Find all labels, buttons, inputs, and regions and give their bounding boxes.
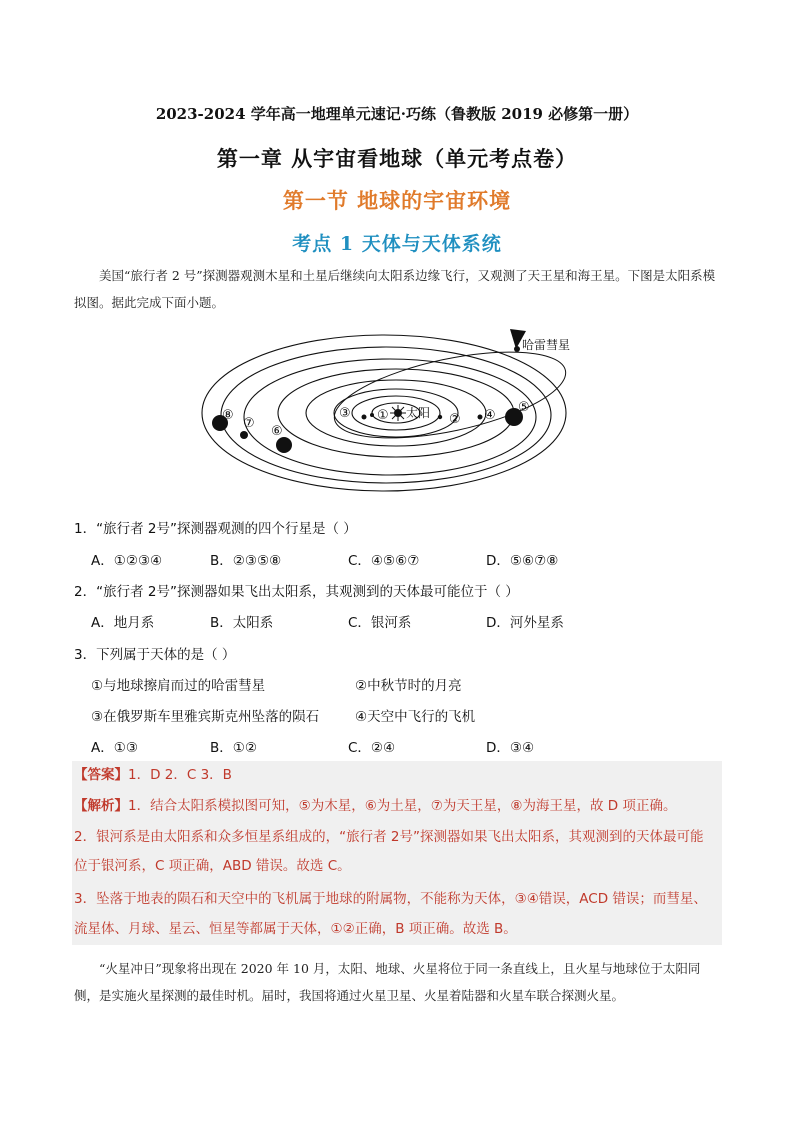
- question-2-stem: 2．“旅行者 2号”探测器如果飞出太阳系，其观测到的天体最可能位于（ ）: [74, 584, 519, 600]
- planet-label-1: ①: [377, 408, 389, 423]
- answer-tag: 【答案】: [74, 767, 128, 783]
- question-3-statement-3: ③在俄罗斯车里雅宾斯克州坠落的陨石: [91, 709, 320, 725]
- answer-text: 1．D 2．C 3．B: [128, 767, 232, 783]
- planet-label-8: ⑧: [222, 408, 234, 423]
- comet-label: 哈雷彗星: [522, 338, 571, 352]
- comet-orbit: [327, 335, 573, 454]
- analysis-tag: 【解析】: [74, 798, 128, 814]
- analysis-text-1: 1．结合太阳系模拟图可知，⑤为木星，⑥为土星，⑦为天王星，⑧为海王星，故 D 项正确。: [128, 798, 677, 814]
- question-3-stem: 3．下列属于天体的是（ ）: [74, 647, 236, 663]
- key-point-title: 考点 1 天体与天体系统: [292, 233, 502, 255]
- planet-label-2: ②: [449, 412, 461, 427]
- planet-label-6: ⑥: [271, 424, 283, 439]
- question-2-option-c[interactable]: C．银河系: [348, 615, 412, 631]
- question-1-option-c[interactable]: C．④⑤⑥⑦: [348, 553, 420, 569]
- section-title: 第一节 地球的宇宙环境: [282, 188, 512, 213]
- question-3-option-c[interactable]: C．②④: [348, 740, 396, 756]
- question-3-option-d[interactable]: D．③④: [486, 740, 535, 756]
- analysis-line-2: 2．银河系是由太阳系和众多恒星系组成的，“旅行者 2号”探测器如果飞出太阳系，其观测到的天体最可能: [74, 829, 704, 845]
- analysis-line-4: 3．坠落于地表的陨石和天空中的飞机属于地球的附属物，不能称为天体，③④错误，ACD 错误；而彗星、: [74, 891, 707, 907]
- planet-label-7: ⑦: [243, 416, 255, 431]
- intro-paragraph-2: “火星冲日”现象将出现在 2020 年 10 月，太阳、地球、火星将位于同一条直线上，且火星与地球位于太阳同侧，是实施火星探测的最佳时机。届时，我国将通过火星卫星、火星着陆器和火星车联合探测火星。: [74, 961, 701, 1003]
- planet-label-3: ③: [339, 406, 351, 421]
- intro-paragraph-1: 美国“旅行者 2 号”探测器观测木星和土星后继续向太阳系边缘飞行，又观测了天王星和海王星。下图是太阳系模拟图。据此完成下面小题。: [74, 268, 716, 310]
- question-1-option-a[interactable]: A．①②③④: [91, 553, 163, 569]
- chapter-title: 第一章 从宇宙看地球（单元考点卷）: [216, 146, 578, 171]
- analysis-line-1: [74, 793, 724, 820]
- sun-label: 太阳: [406, 406, 431, 420]
- question-2-option-b[interactable]: B．太阳系: [210, 615, 274, 631]
- question-1-option-d[interactable]: D．⑤⑥⑦⑧: [486, 553, 559, 569]
- question-1-option-b[interactable]: B．②③⑤⑧: [210, 553, 282, 569]
- question-2-option-a[interactable]: A．地月系: [91, 615, 155, 631]
- planet-1: [370, 413, 374, 417]
- solar-system-figure: [200, 327, 580, 497]
- question-1-stem: 1．“旅行者 2号”探测器观测的四个行星是（ ）: [74, 521, 357, 537]
- question-3-statement-4: ④天空中飞行的飞机: [355, 709, 476, 725]
- planet-3: [362, 415, 367, 420]
- analysis-line-5: 流星体、月球、星云、恒星等都属于天体，①②正确，B 项正确。故选 B。: [74, 921, 517, 937]
- question-3-option-a[interactable]: A．①③: [91, 740, 138, 756]
- sun-icon: [390, 405, 406, 421]
- document-header: 2023-2024 学年高一地理单元速记·巧练（鲁教版 2019 必修第一册）: [155, 105, 639, 123]
- question-3-statement-1: ①与地球擦肩而过的哈雷彗星: [91, 678, 266, 694]
- planet-2: [438, 415, 442, 419]
- analysis-line-3: 位于银河系，C 项正确，ABD 错误。故选 C。: [74, 858, 351, 874]
- planet-4: [478, 415, 483, 420]
- question-2-option-d[interactable]: D．河外星系: [486, 615, 564, 631]
- planet-label-5: ⑤: [518, 400, 530, 415]
- question-3-statement-2: ②中秋节时的月亮: [355, 678, 462, 694]
- planet-label-4: ④: [484, 408, 496, 423]
- planet-7: [240, 431, 248, 439]
- question-3-option-b[interactable]: B．①②: [210, 740, 257, 756]
- answer-line: [74, 762, 724, 789]
- planet-6: [276, 437, 292, 453]
